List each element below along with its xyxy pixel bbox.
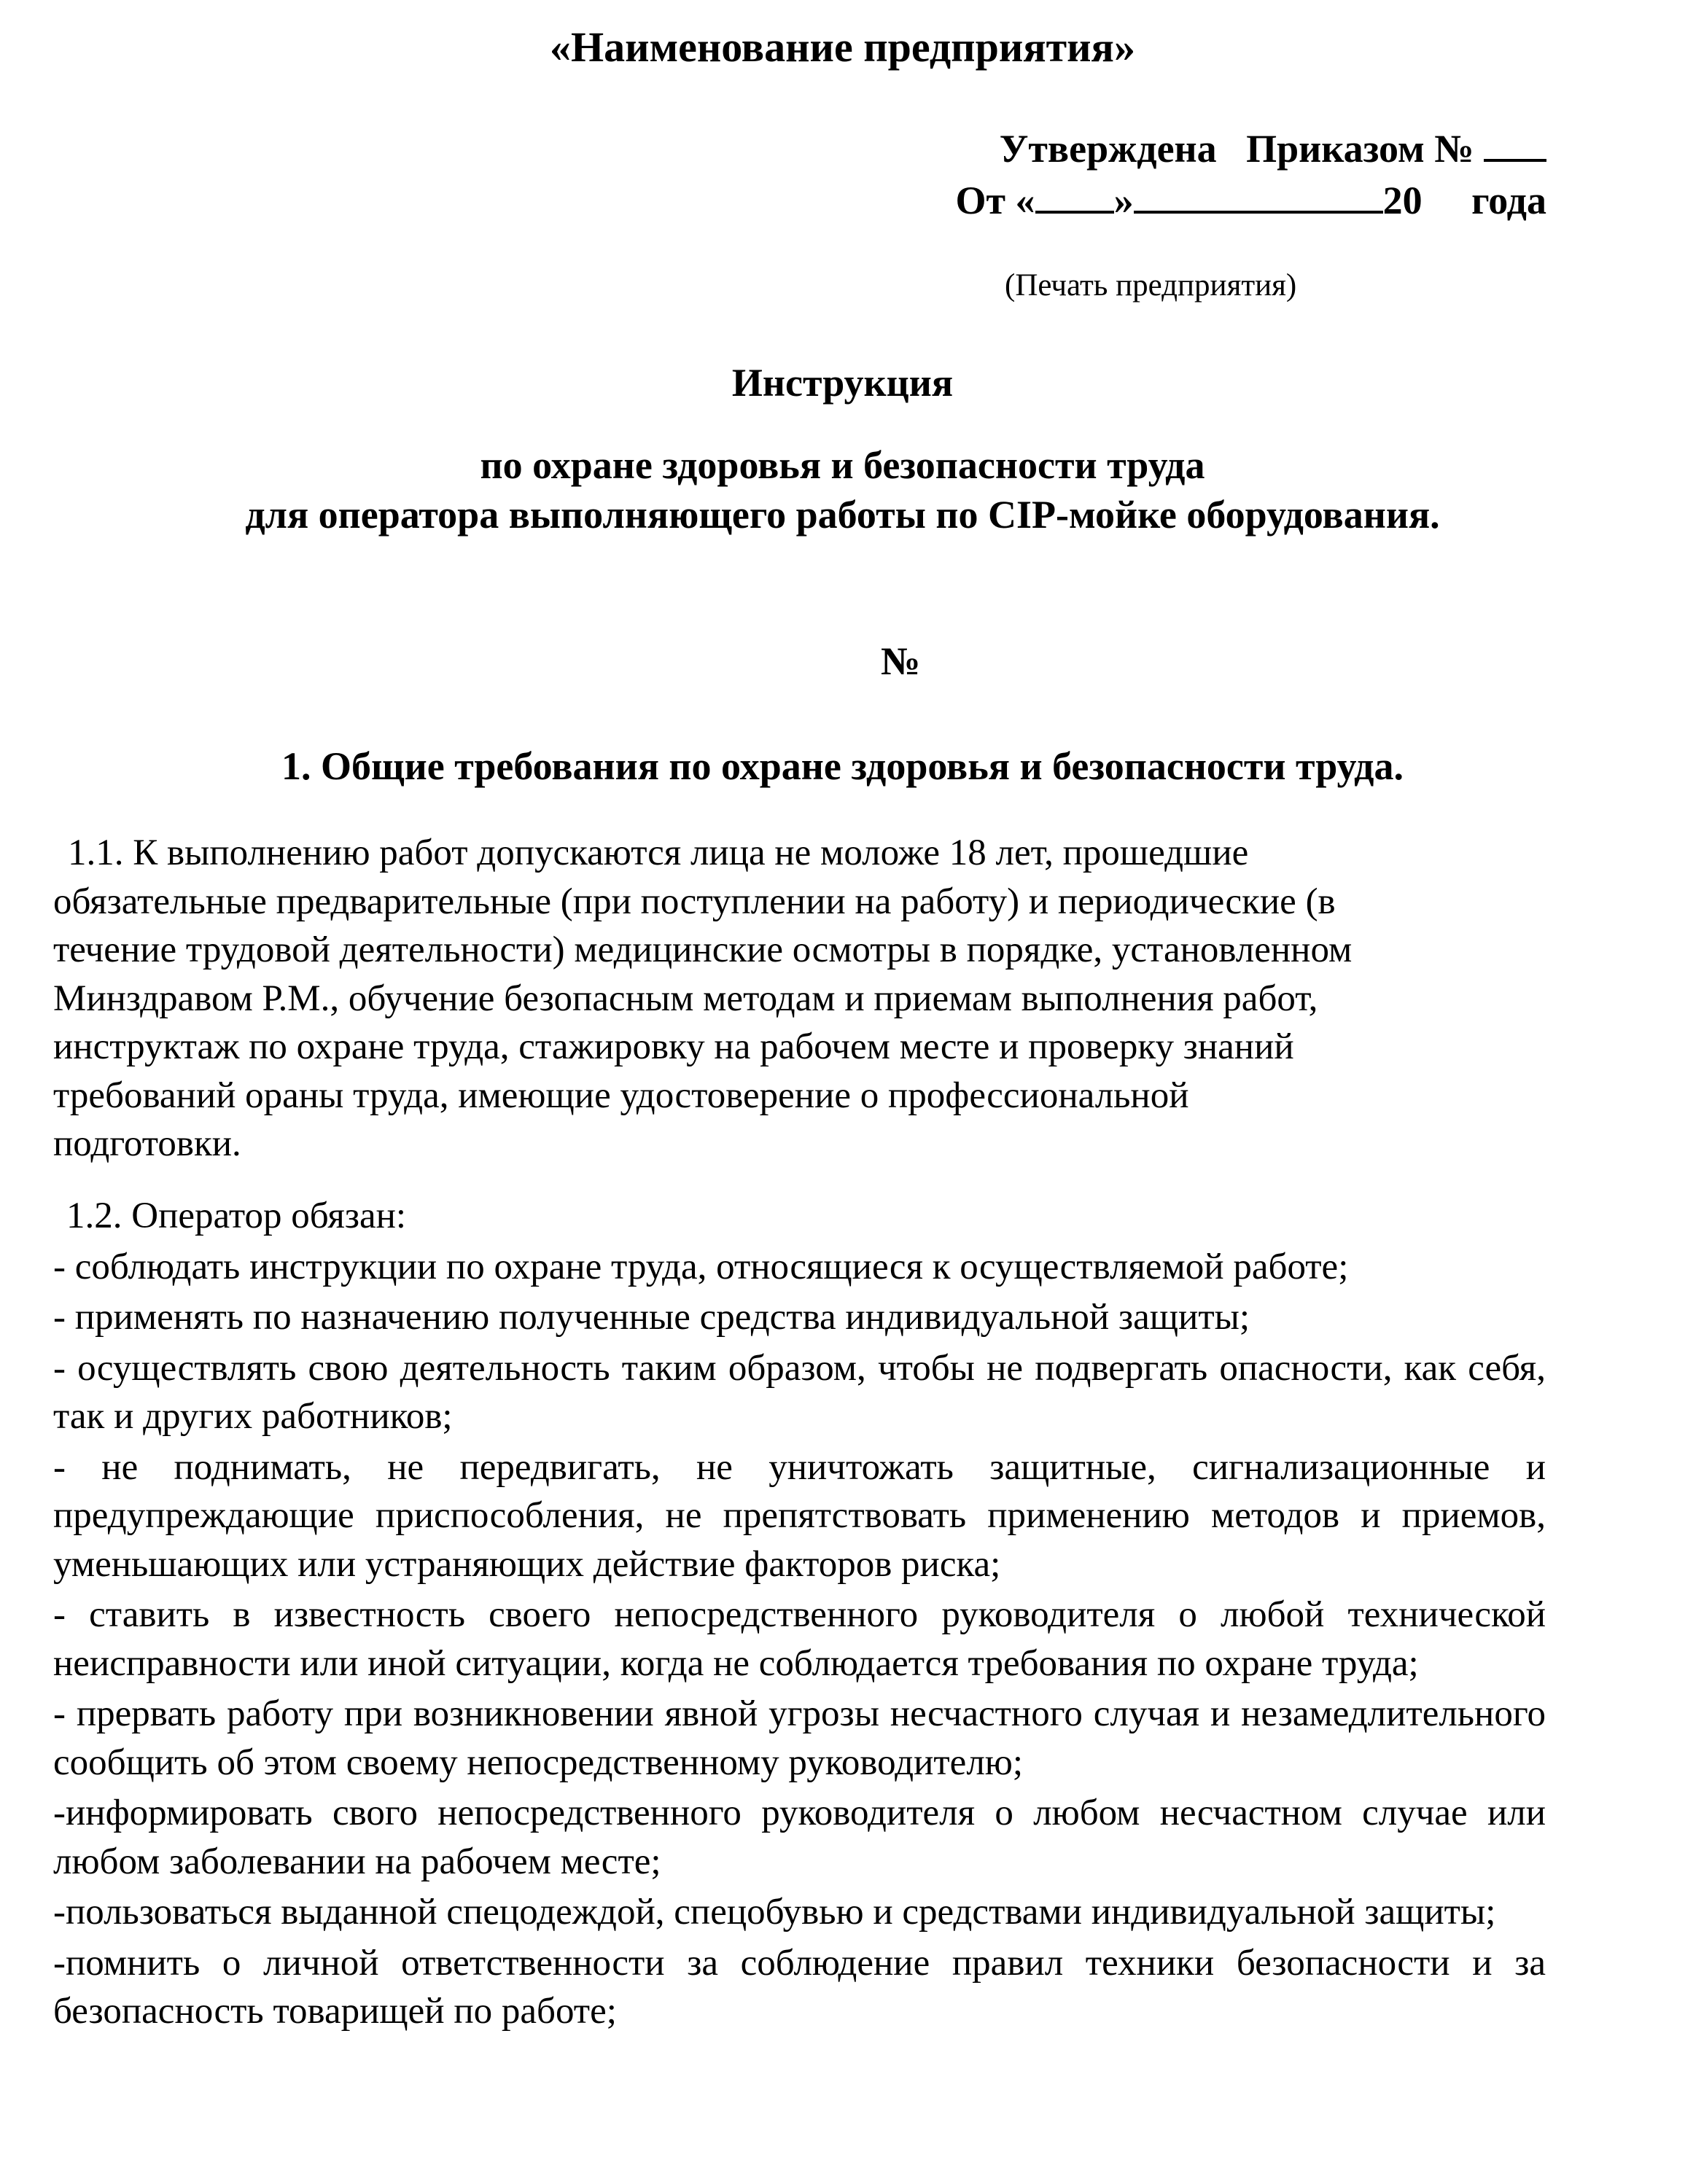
approval-line-2 — [956, 174, 1546, 226]
year-word: года — [1471, 179, 1546, 222]
duty-list-item: -информировать свого непосредственного руководителя о любом несчастном случае или любом заболевании на рабочем месте; — [53, 1793, 1546, 1882]
duty-list-item: - не поднимать, не передвигать, не уничтожать защитные, сигнализационные и предупреждающие приспособления, не препятствовать применению методов и приемов, уменьшающих или устраняющих действие факторов риска; — [53, 1446, 1546, 1585]
paragraph-heading: 1.2. Оператор обязан: — [66, 1196, 407, 1236]
year-prefix: 20 — [1382, 179, 1423, 222]
paragraph-line: требований ораны труда, имеющие удостоверение о профессиональной — [53, 1075, 1189, 1116]
date-quote-close: » — [1113, 179, 1134, 222]
approval-order-label: Утверждена Приказом № — [999, 127, 1474, 171]
duty-list-item: - ставить в известность своего непосредственного руководителя о любой технической неисправности или иной ситуации, когда не соблюдается требования по охране труда; — [53, 1594, 1546, 1684]
duty-list-item: - осуществлять свою деятельность таким образом, чтобы не подвергать опасности, как себя, так и других работников; — [53, 1347, 1546, 1437]
month-blank — [1134, 174, 1383, 214]
approval-block — [956, 122, 1546, 226]
company-name: «Наименование предприятия» — [550, 23, 1135, 71]
order-number-blank — [1484, 122, 1546, 162]
duty-list-item: -пользоваться выданной спецодеждой, спецобувью и средствами индивидуальной защиты; — [53, 1892, 1496, 1933]
document-title: Инструкция — [731, 361, 954, 405]
duty-list-item: - соблюдать инструкции по охране труда, относящиеся к осуществляемой работе; — [53, 1246, 1349, 1287]
section-heading: 1. Общие требования по охране здоровья и безопасности труда. — [281, 744, 1404, 788]
paragraph-line: обязательные предварительные (при поступлении на работу) и периодические (в — [53, 881, 1336, 922]
day-blank — [1035, 174, 1114, 214]
paragraph-line: течение трудовой деятельности) медицинские осмотры в порядке, установленном — [53, 929, 1353, 970]
document-number: № — [881, 639, 921, 683]
duty-list-item: - прервать работу при возникновении явной угрозы несчастного случая и незамедлительного сообщить об этом своему непосредственному руководителю; — [53, 1693, 1546, 1783]
paragraph-line: Минздравом Р.М., обучение безопасным методам и приемам выполнения работ, — [53, 978, 1318, 1019]
duty-list-item: -помнить о личной ответственности за соблюдение правил техники безопасности и за безопасность товарищей по работе; — [53, 1942, 1546, 2032]
paragraph-line: подготовки. — [53, 1123, 241, 1164]
subtitle-line-1: по охране здоровья и безопасности труда — [480, 443, 1205, 487]
approval-line-1 — [956, 122, 1546, 174]
paragraph-line: 1.1. К выполнению работ допускаются лица не моложе 18 лет, прошедшие — [68, 832, 1249, 873]
subtitle-line-2: для оператора выполняющего работы по CIP-мойке оборудования. — [245, 493, 1440, 537]
paragraph-1-1 — [53, 829, 1546, 1169]
paragraph-line: инструктаж по охране труда, стажировку на рабочем месте и проверку знаний — [53, 1026, 1294, 1067]
date-prefix: От « — [955, 179, 1035, 222]
paragraph-1-2 — [53, 1192, 1546, 2036]
document-subtitle — [0, 440, 1685, 539]
stamp-placeholder: (Печать предприятия) — [1005, 268, 1297, 303]
duty-list-item: - применять по назначению полученные средства индивидуальной защиты; — [53, 1297, 1250, 1338]
